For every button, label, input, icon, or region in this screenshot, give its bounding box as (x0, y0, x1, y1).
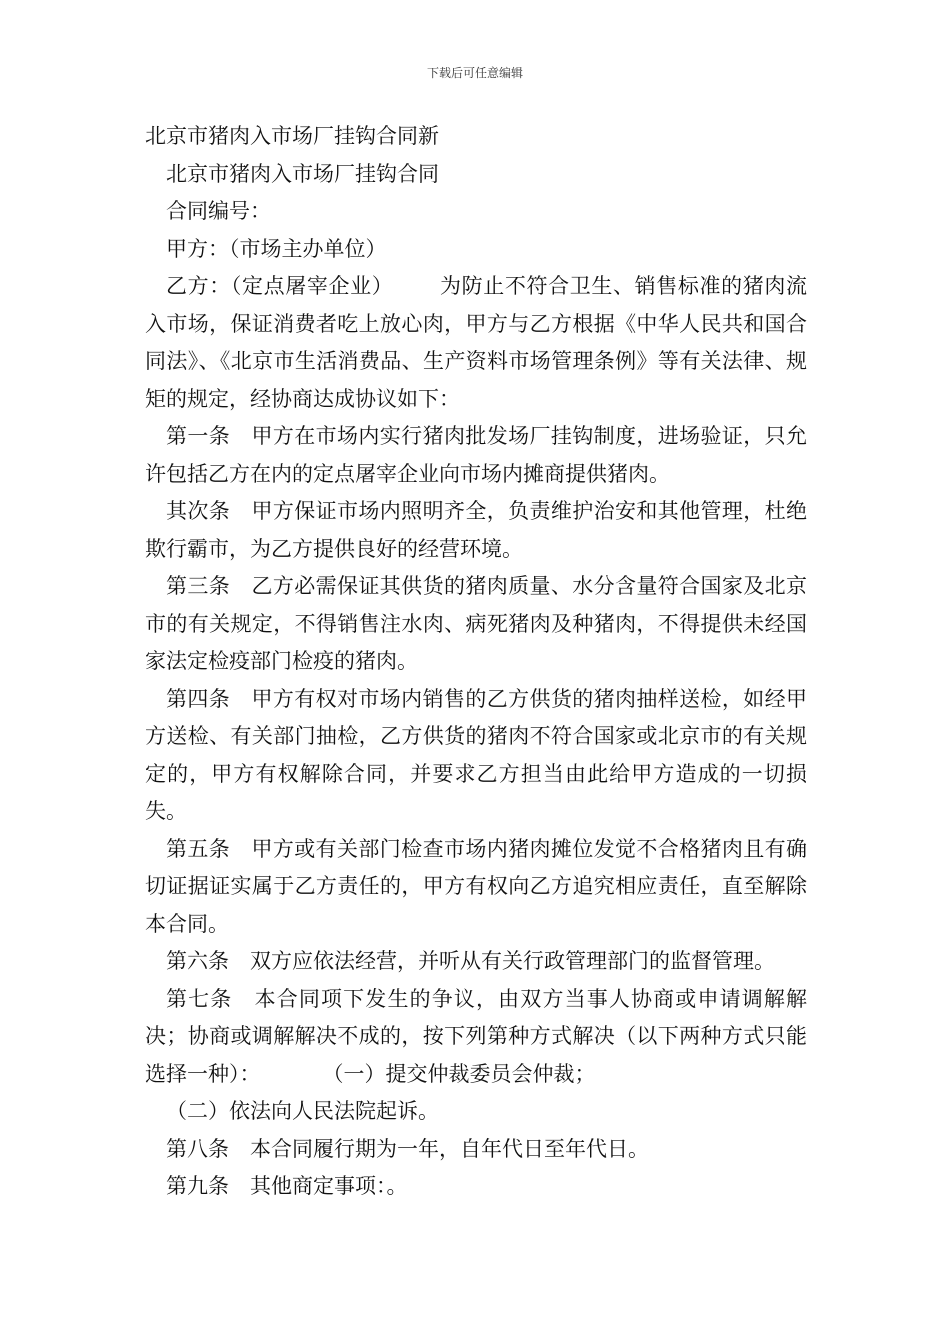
article-text: 甲方保证市场内照明齐全，负责维护治安和其他管理，杜绝欺行霸市，为乙方提供良好的经营环境。 (145, 499, 808, 561)
contract-number: 合同编号： (166, 199, 271, 223)
article (145, 1168, 807, 1206)
option-2: （二）依法向人民法院起诉。 (166, 1099, 439, 1123)
document-body (145, 118, 807, 1206)
article-label: 第七条 (166, 986, 233, 1011)
party-b-preamble (145, 268, 807, 418)
option-1: （一）提交仲裁委员会仲裁； (322, 1061, 596, 1086)
party-b: 乙方：（定点屠宰企业） (166, 274, 394, 298)
article-text: 双方应依法经营，并听从有关行政管理部门的监督管理。 (250, 949, 775, 973)
page-header: 下载后可任意编辑 (426, 66, 523, 80)
contract-subtitle: 北京市猪肉入市场厂挂钩合同 (166, 161, 439, 186)
article-label: 第一条 (166, 424, 231, 448)
document-title: 北京市猪肉入市场厂挂钩合同新 (145, 124, 439, 148)
article-text: 本合同履行期为一年，自年代日至年代日。 (250, 1136, 649, 1161)
article-label: 第六条 (166, 949, 229, 973)
article-label: 其次条 (166, 499, 231, 523)
article (145, 943, 807, 981)
article (145, 831, 807, 944)
article-label: 第三条 (166, 574, 231, 598)
article-text: 本合同项下发生的争议，由双方当事人协商或申请调解解决；协商或调解解决不成的，按下列第种方式解决（以下两种方式只能选择一种）： (145, 986, 808, 1086)
article-text: 甲方或有关部门检查市场内猪肉摊位发觉不合格猪肉且有确切证据证实属于乙方责任的，甲方有权向乙方追究相应责任，直至解除本合同。 (145, 836, 808, 936)
article (145, 681, 807, 831)
article-label: 第九条 (166, 1174, 229, 1198)
article-text: 其他商定事项：。 (250, 1174, 408, 1198)
article-label: 第四条 (166, 686, 231, 711)
article-text: 甲方有权对市场内销售的乙方供货的猪肉抽样送检，如经甲方送检、有关部门抽检，乙方供货的猪肉不符合国家或北京市的有关规定的，甲方有权解除合同，并要求乙方担当由此给甲方造成的一切损失。 (145, 686, 808, 823)
party-a: 甲方：（市场主办单位） (166, 236, 387, 261)
article-text: 甲方在市场内实行猪肉批发场厂挂钩制度，进场验证，只允许包括乙方在内的定点屠宰企业向市场内摊商提供猪肉。 (145, 424, 808, 486)
article (145, 418, 807, 493)
article (145, 1131, 807, 1169)
article (145, 568, 807, 681)
article-text: 乙方必需保证其供货的猪肉质量、水分含量符合国家及北京市的有关规定，不得销售注水肉、病死猪肉及种猪肉，不得提供未经国家法定检疫部门检疫的猪肉。 (145, 574, 808, 673)
article (145, 981, 807, 1094)
article-label: 第八条 (166, 1136, 229, 1161)
preamble: 为防止不符合卫生、销售标准的猪肉流入市场，保证消费者吃上放心肉，甲方与乙方根据《中华人民共和国合同法》、《北京市生活消费品、生产资料市场管理条例》等有关法律、规矩的规定，经协商达成协议如下： (145, 274, 807, 411)
article (145, 493, 807, 568)
article-label: 第五条 (166, 836, 231, 861)
